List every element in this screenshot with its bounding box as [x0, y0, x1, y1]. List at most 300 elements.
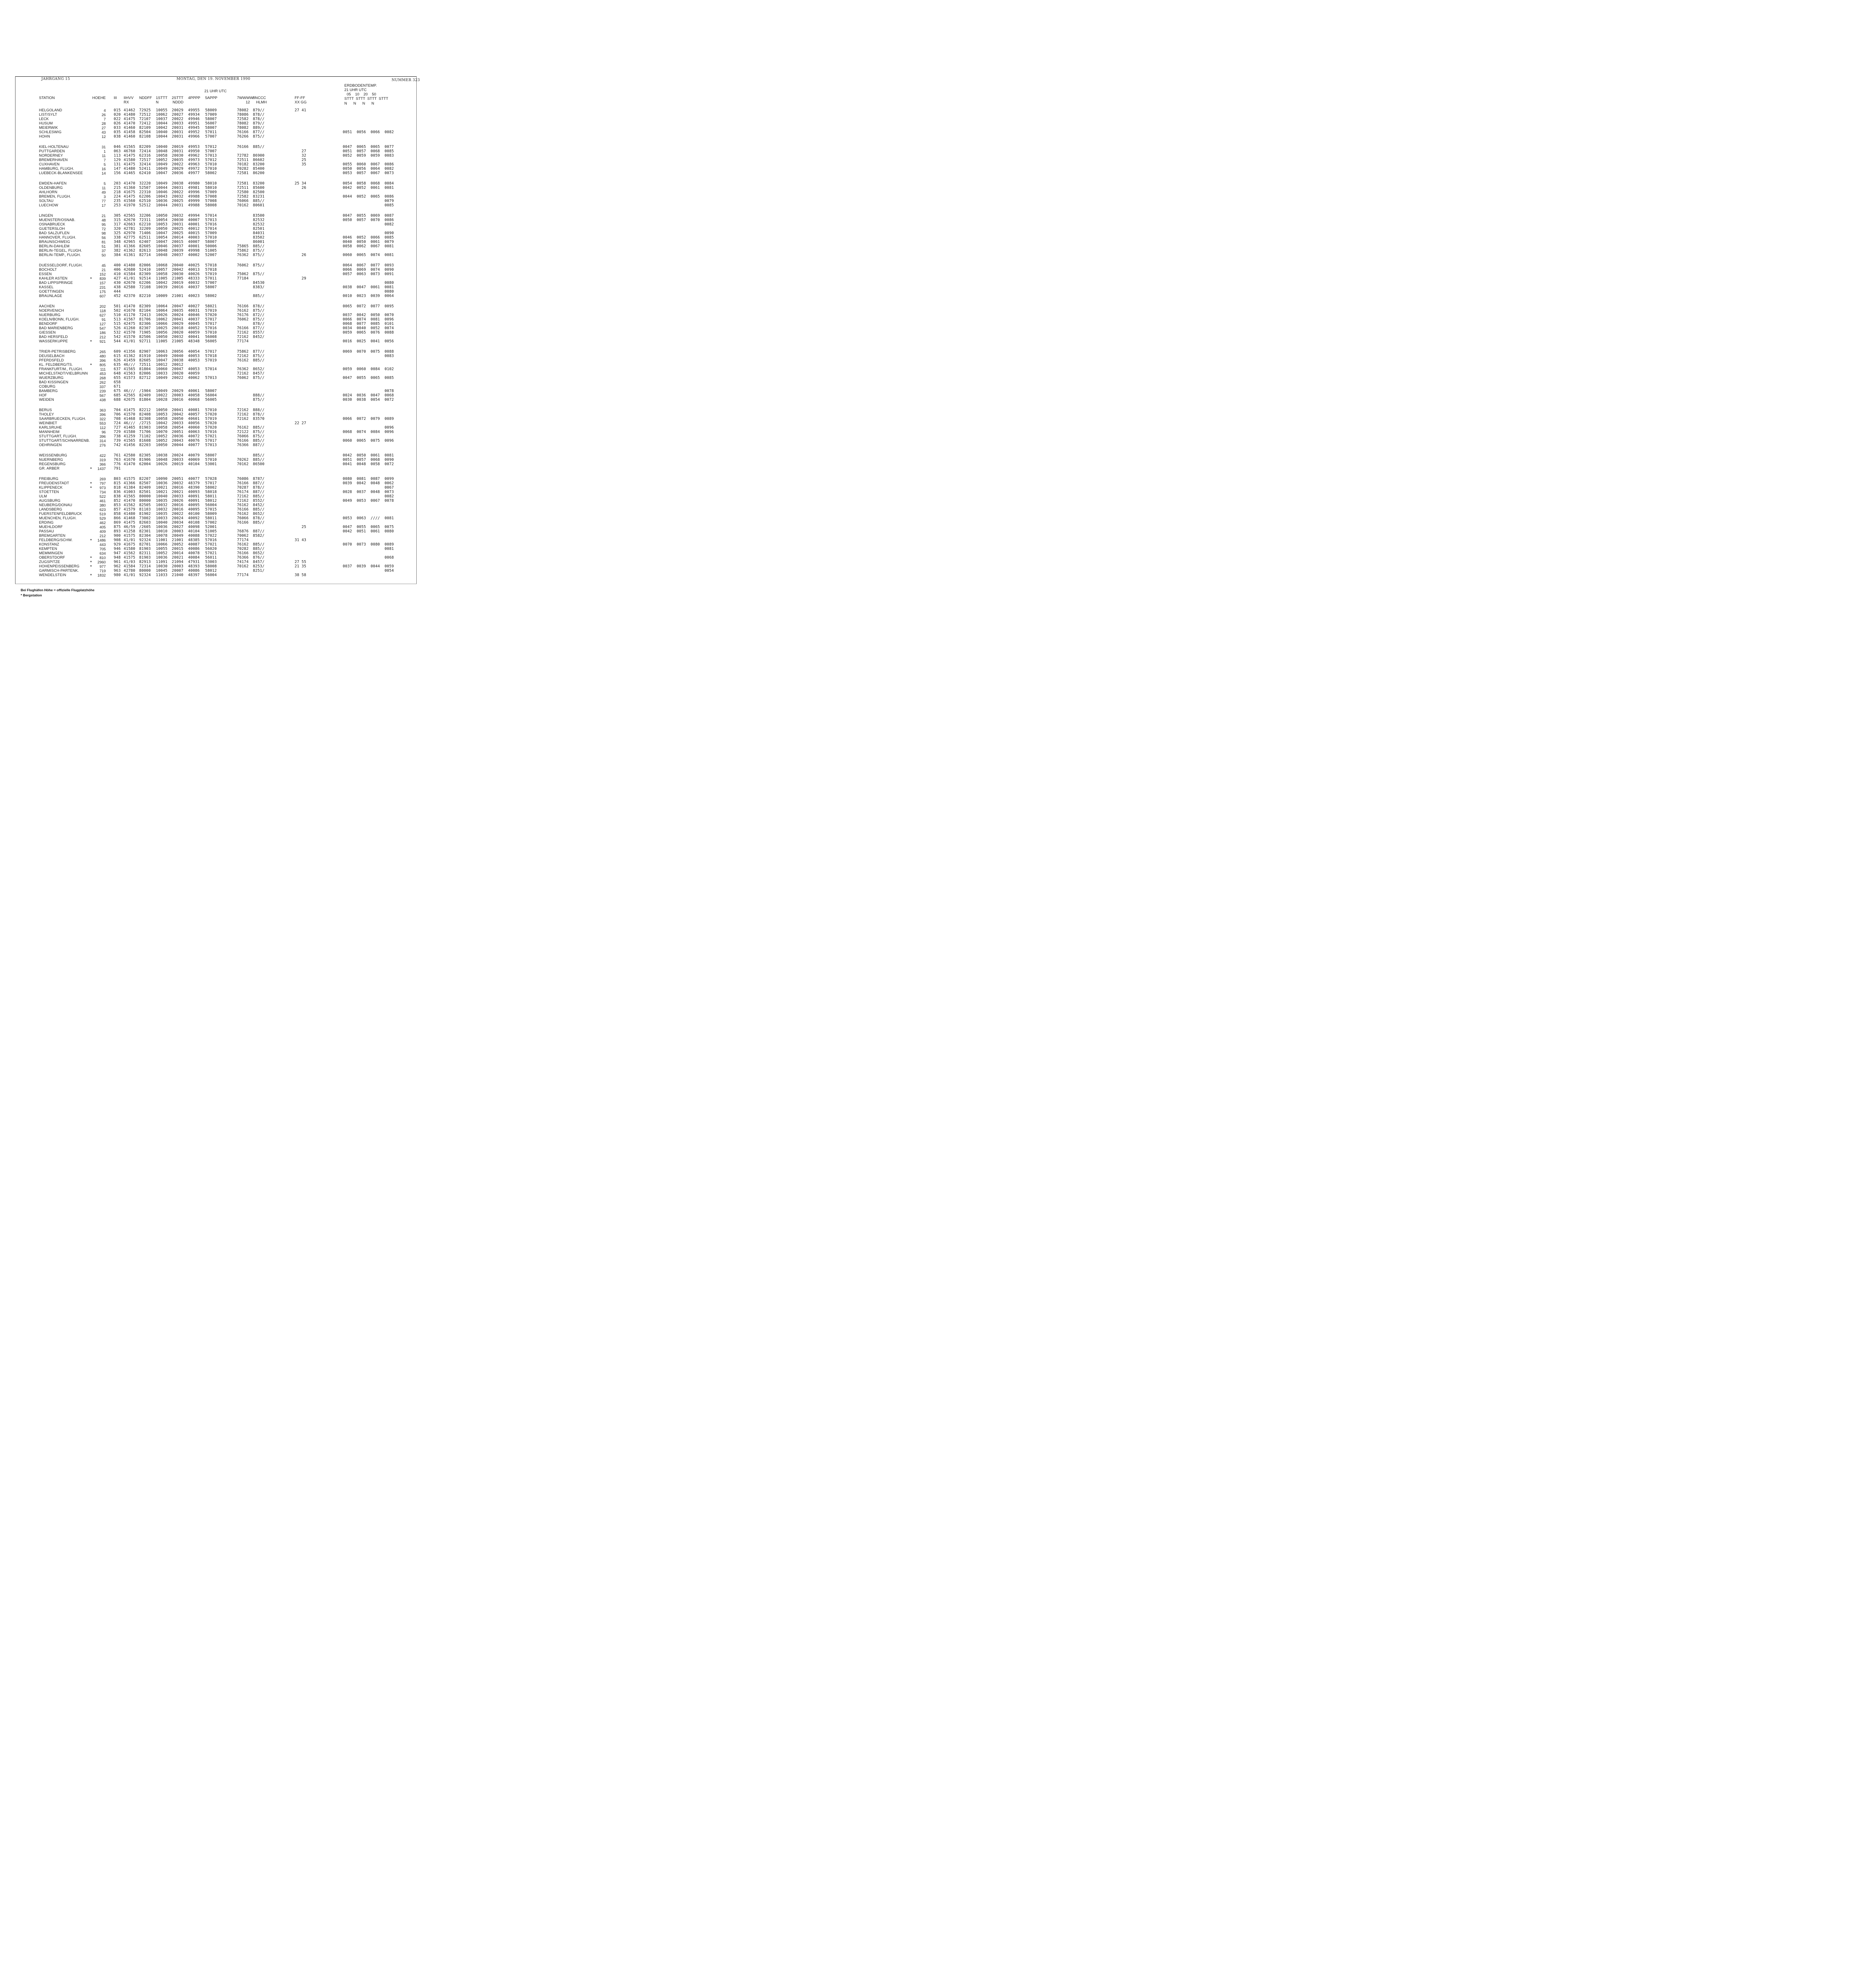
station-name: TRIER-PETRISBERG [39, 349, 76, 353]
station-height: 48 [101, 218, 106, 222]
station-id: 609 [114, 349, 121, 354]
station-name: LUECHOW [39, 203, 58, 207]
synop-group-c1: 42565 [124, 393, 136, 398]
synop-group-c5: 40012 [188, 227, 200, 231]
synop-group-c8: 875// [253, 248, 265, 253]
synop-group-c5: 40108 [188, 520, 200, 525]
synop-group-c6: 57013 [205, 218, 217, 222]
synop-group-c7: 76166 [237, 326, 249, 330]
station-height: 553 [99, 421, 106, 425]
synop-group-c4: 20030 [172, 272, 184, 276]
synop-group-c2: 82108 [139, 134, 151, 139]
station-name: GIESSEN [39, 330, 56, 334]
station-name: OBERSTDORF [39, 555, 65, 559]
synop-group-c5: 40053 [188, 358, 200, 363]
table-row [0, 317, 439, 322]
synop-group-c3: 10033 [156, 516, 168, 520]
synop-group-c2: 72311 [139, 218, 151, 222]
station-id: 648 [114, 371, 121, 376]
synop-group-c8: 878// [253, 304, 265, 309]
synop-group-c4: 20029 [172, 389, 184, 393]
station-id: 542 [114, 335, 121, 339]
synop-group-c4: 20050 [172, 417, 184, 421]
station-id: 203 [114, 181, 121, 186]
station-id: 338 [114, 235, 121, 240]
synop-group-c6: 57011 [205, 130, 217, 134]
soil-temperatures: 0054 [343, 569, 394, 573]
synop-group-c2: 82409 [139, 485, 151, 490]
synop-group-c5: 40057 [188, 412, 200, 417]
synop-group-c4: 20024 [172, 313, 184, 317]
table-row [0, 430, 439, 434]
table-row [0, 560, 439, 564]
synop-group-c6: 57017 [205, 322, 217, 326]
synop-group-c6: 57010 [205, 458, 217, 462]
synop-group-c5: 40027 [188, 304, 200, 309]
synop-group-c3: 10049 [156, 167, 168, 171]
xxgg-header: XX GG [295, 100, 307, 105]
synop-group-c4: 20044 [172, 443, 184, 447]
synop-group-c1: 41565 [124, 494, 136, 499]
synop-group-c5: 40001 [188, 222, 200, 227]
station-height: 11 [102, 186, 106, 190]
station-id: 893 [114, 529, 121, 534]
station-id: 900 [114, 534, 121, 538]
synop-group-c3: 10060 [156, 367, 168, 371]
station-name: BAMBERG [39, 389, 58, 393]
station-height: 4 [103, 108, 106, 113]
synop-group-c2: 82506 [139, 335, 151, 339]
synop-group-c7: 76066 [237, 516, 249, 520]
station-height: 3 [103, 194, 106, 199]
synop-group-c1: 41475 [124, 520, 136, 525]
synop-group-c2: 82507 [139, 481, 151, 485]
station-height: 422 [99, 453, 106, 458]
station-name: HAMBURG, FLUGH. [39, 167, 74, 171]
table-row [0, 573, 439, 577]
synop-group-c4: 20019 [172, 462, 184, 466]
synop-group-c4: 20031 [172, 134, 184, 139]
synop-group-c7: 72581 [237, 171, 249, 175]
synop-group-c6: 56008 [205, 335, 217, 339]
synop-group-c2: 32220 [139, 181, 151, 186]
synop-group-c1: 41475 [124, 194, 136, 199]
station-height: 1437 [97, 466, 106, 471]
synop-group-c3: 10040 [156, 145, 168, 149]
synop-group-c8: 8452/ [253, 503, 265, 507]
station-name: STOETTEN [39, 490, 59, 494]
synop-group-c1: 41570 [124, 330, 136, 335]
synop-group-c7: 76166 [237, 551, 249, 555]
synop-group-c4: 21005 [172, 276, 184, 281]
synop-group-c5: 40068 [188, 398, 200, 402]
synop-group-c4: 20016 [172, 507, 184, 512]
synop-group-c2: 92324 [139, 573, 151, 577]
synop-group-c5: 40015 [188, 231, 200, 235]
synop-group-c8: 888// [253, 408, 265, 412]
synop-group-c1: 41362 [124, 248, 136, 253]
iii-header: III [114, 96, 117, 100]
station-name: MUENSTER/OSNAB. [39, 218, 76, 222]
station-id: 215 [114, 186, 121, 190]
station-id: 513 [114, 317, 121, 322]
synop-group-c2: 72314 [139, 564, 151, 569]
station-id: 637 [114, 367, 121, 371]
station-name: GARMISCH-PARTENK. [39, 569, 79, 573]
synop-group-c5: 40060 [188, 425, 200, 430]
station-id: 738 [114, 434, 121, 439]
synop-group-c2: 22310 [139, 190, 151, 194]
synop-group-c6: 58007 [205, 240, 217, 244]
synop-group-c6: 57018 [205, 263, 217, 268]
station-height: 212 [99, 534, 106, 538]
synop-group-c6: 58008 [205, 564, 217, 569]
station-height: 157 [99, 281, 106, 285]
synop-group-c2: 72412 [139, 121, 151, 126]
synop-group-c1: 41361 [124, 253, 136, 257]
gust-values: 25 [295, 525, 307, 529]
station-name: LUEBECK-BLANKENSEE [39, 171, 83, 175]
synop-group-c1: 41366 [124, 481, 136, 485]
synop-group-c5: 40002 [188, 253, 200, 257]
synop-group-c2: 72108 [139, 285, 151, 289]
synop-group-c2: 81804 [139, 367, 151, 371]
synop-group-c6: 57007 [205, 134, 217, 139]
synop-group-c2: 82603 [139, 520, 151, 525]
rx-header: RX [124, 100, 129, 105]
synop-group-c4: 20022 [172, 376, 184, 380]
synop-group-c5: 40078 [188, 551, 200, 555]
table-row [0, 569, 439, 573]
synop-group-c3: 10036 [156, 481, 168, 485]
synop-group-c5: 40086 [188, 569, 200, 573]
station-id: 929 [114, 542, 121, 547]
synop-group-c4: 20031 [172, 126, 184, 130]
synop-group-c1: 41480 [124, 167, 136, 171]
synop-group-c5: 40007 [188, 218, 200, 222]
synop-group-c6: 53003 [205, 560, 217, 564]
table-row [0, 520, 439, 525]
synop-group-c2: 82207 [139, 477, 151, 481]
synop-group-c1: 42670 [124, 218, 136, 222]
synop-group-c2: 71905 [139, 330, 151, 335]
station-name: KL. FELDBERG/TS. [39, 363, 73, 367]
synop-group-c2: 72512 [139, 113, 151, 117]
synop-group-c8: 8652/ [253, 512, 265, 516]
synop-group-c2: 72107 [139, 117, 151, 121]
synop-group-c7: 70282 [237, 547, 249, 551]
synop-group-c5: 40091 [188, 494, 200, 499]
table-row [0, 194, 439, 199]
synop-group-c3: 10042 [156, 421, 168, 425]
table-row [0, 199, 439, 203]
synop-group-c4: 20033 [172, 494, 184, 499]
synop-group-c4: 20035 [172, 158, 184, 162]
synop-group-c3: 10049 [156, 181, 168, 186]
synop-group-c4: 20033 [172, 421, 184, 425]
synop-group-c4: 20012 [172, 363, 184, 367]
station-name: AUGSBURG [39, 499, 61, 503]
station-name: FRANKFURT/M., FLUGH. [39, 367, 83, 371]
station-id: 305 [114, 214, 121, 218]
synop-group-c1: 41462 [124, 108, 136, 113]
soil-temperatures: 0090 [343, 231, 394, 235]
synop-group-c8: 887// [253, 481, 265, 485]
synop-group-c4: 20031 [172, 203, 184, 208]
station-name: BAD HERSFELD [39, 335, 68, 339]
synop-group-c5: 40059 [188, 371, 200, 376]
synop-group-c3: 10053 [156, 222, 168, 227]
synop-group-c2: 52512 [139, 203, 151, 208]
soil-temp-title: ERDBODENTEMP. [344, 83, 377, 88]
station-id: 815 [114, 481, 121, 485]
synop-group-c2: 81103 [139, 507, 151, 512]
synop-group-c2: 72414 [139, 149, 151, 153]
station-height: 461 [99, 499, 106, 503]
synop-group-c7: 72511 [237, 186, 249, 190]
synop-group-c8: 80601 [253, 203, 265, 208]
station-name: BERLIN-TEGEL, FLUGH. [39, 248, 82, 252]
gust-values: 22 27 [295, 421, 307, 425]
station-name: HANNOVER, FLUGH. [39, 235, 76, 239]
soil-temperatures: 0047 0055 0065 0085 [343, 376, 394, 380]
synop-group-c1: 41170 [124, 313, 136, 317]
synop-group-c5: 40087 [188, 542, 200, 547]
soil-temperatures: 0060 0065 0075 0096 [343, 439, 394, 443]
synop-group-c1: 41356 [124, 349, 136, 354]
synop-group-c1: 41480 [124, 512, 136, 516]
synop-group-c6: 57014 [205, 227, 217, 231]
synop-group-c6: 51005 [205, 529, 217, 534]
synop-group-c8: 83200 [253, 162, 265, 167]
synop-group-c1: 41458 [124, 130, 136, 134]
table-row [0, 564, 439, 569]
station-id: 544 [114, 339, 121, 344]
synop-group-c5: 40104 [188, 462, 200, 466]
synop-group-c5: 40072 [188, 434, 200, 439]
synop-group-c8: 875// [253, 434, 265, 439]
synop-group-c6: 57019 [205, 309, 217, 313]
synop-group-c8: 875// [253, 354, 265, 358]
table-row [0, 117, 439, 121]
station-name: DEUSELBACH [39, 354, 65, 358]
table-row [0, 268, 439, 272]
synop-group-c2: 82504 [139, 130, 151, 134]
synop-group-c3: 10058 [156, 272, 168, 276]
station-id: 708 [114, 417, 121, 421]
soil-temperatures: 0060 0065 0074 0081 [343, 253, 394, 257]
synop-group-c6: 57010 [205, 330, 217, 335]
synop-group-c6: 57007 [205, 281, 217, 285]
synop-group-c3: 10026 [156, 462, 168, 466]
synop-group-c3: 10025 [156, 326, 168, 330]
synop-group-c6: 57019 [205, 358, 217, 363]
station-id: 235 [114, 199, 121, 203]
station-id: 063 [114, 149, 121, 153]
synop-group-c3: 10046 [156, 244, 168, 248]
station-height: 12 [101, 134, 106, 139]
synop-group-c4: 20051 [172, 477, 184, 481]
synop-group-c4: 20042 [172, 412, 184, 417]
station-name: WUERZBURG [39, 376, 64, 380]
synop-group-c4: 20056 [172, 349, 184, 354]
station-id: 724 [114, 421, 121, 425]
synop-group-c2: 62004 [139, 462, 151, 466]
synop-group-c1: 41468 [124, 417, 136, 421]
synop-group-c3: 10047 [156, 240, 168, 244]
station-id: 129 [114, 158, 121, 162]
synop-group-c4: 20016 [172, 285, 184, 289]
7wwww-header: 7WWWW [237, 96, 254, 100]
synop-group-c1: 42780 [124, 569, 136, 573]
station-name: DUESSELDORF, FLUGH. [39, 263, 83, 267]
synop-group-c7: 72162 [237, 354, 249, 358]
synop-group-c3: 10036 [156, 525, 168, 529]
synop-group-c1: 41480 [124, 263, 136, 268]
table-row [0, 358, 439, 363]
w12-header: 12 [246, 100, 250, 105]
soil-temperatures: 0051 0056 0066 0082 [343, 130, 394, 134]
synop-group-c5: 40041 [188, 335, 200, 339]
synop-group-c6: 57021 [205, 434, 217, 439]
station-name: BERUS [39, 408, 52, 412]
synop-group-c2: 82605 [139, 244, 151, 248]
synop-group-c1: 41575 [124, 555, 136, 560]
synop-group-c2: 82104 [139, 309, 151, 313]
synop-group-c7: 72162 [237, 335, 249, 339]
mountain-station-mark: * [90, 538, 92, 542]
synop-group-c2: 82701 [139, 542, 151, 547]
synop-group-c3: 10022 [156, 393, 168, 398]
synop-group-c8: 875// [253, 376, 265, 380]
synop-group-c2: 62410 [139, 171, 151, 175]
synop-group-c2: 73002 [139, 516, 151, 520]
synop-group-c1: 41675 [124, 542, 136, 547]
table-row [0, 108, 439, 113]
synop-group-c6: 58008 [205, 203, 217, 208]
table-row [0, 481, 439, 485]
synop-group-c2: 81902 [139, 512, 151, 516]
synop-group-c6: 57013 [205, 376, 217, 380]
station-height: 380 [99, 503, 106, 507]
synop-group-c1: 41460 [124, 134, 136, 139]
synop-group-c7: 76162 [237, 503, 249, 507]
synop-group-c4: 20033 [172, 458, 184, 462]
station-height: 7 [103, 158, 106, 162]
synop-group-c6: 58007 [205, 126, 217, 130]
soil-temperatures: 0038 0047 0061 0081 [343, 285, 394, 289]
synop-group-c3: 10040 [156, 520, 168, 525]
synop-group-c7: 72580 [237, 190, 249, 194]
synop-group-c5: 40026 [188, 272, 200, 276]
synop-group-c3: 10063 [156, 349, 168, 354]
synop-group-c2: 82209 [139, 145, 151, 149]
synop-group-c2: 82305 [139, 453, 151, 458]
soil-temperatures: 0049 0053 0067 0078 [343, 499, 394, 503]
station-height: 265 [99, 349, 106, 354]
station-id: 962 [114, 564, 121, 569]
mountain-station-mark: * [90, 573, 92, 577]
synop-group-c4: 20019 [172, 145, 184, 149]
station-id: 706 [114, 412, 121, 417]
soil-temperatures: 0051 0057 0068 0090 [343, 458, 394, 462]
synop-group-c6: 58002 [205, 171, 217, 175]
synop-group-c6: 56007 [205, 121, 217, 126]
synop-group-c8: 8787/ [253, 477, 265, 481]
synop-group-c4: 20031 [172, 186, 184, 190]
soil-temperatures: 0037 0042 0050 0070 [343, 313, 394, 317]
station-height: 366 [99, 462, 106, 466]
synop-group-c6: 57017 [205, 481, 217, 485]
synop-group-c3: 10035 [156, 512, 168, 516]
synop-group-c1: 41470 [124, 304, 136, 309]
station-id: 655 [114, 376, 121, 380]
synop-group-c1: 42781 [124, 227, 136, 231]
station-name: HOHN [39, 134, 50, 138]
synop-group-c2: 82301 [139, 529, 151, 534]
station-height: 16 [101, 167, 106, 171]
synop-group-c7: 76162 [237, 309, 249, 313]
station-id: 532 [114, 330, 121, 335]
table-row [0, 555, 439, 560]
synop-group-c4: 20037 [172, 253, 184, 257]
synop-group-c4: 20016 [172, 485, 184, 490]
synop-group-c8: 887// [253, 443, 265, 447]
synop-group-c7: 72162 [237, 408, 249, 412]
station-id: 635 [114, 363, 121, 367]
soil-temperatures: 0041 0048 0058 0072 [343, 462, 394, 466]
synop-group-c5: 40091 [188, 499, 200, 503]
table-row [0, 285, 439, 289]
synop-group-c3: 10090 [156, 477, 168, 481]
mountain-station-mark: * [90, 485, 92, 490]
synop-group-c3: 10028 [156, 398, 168, 402]
synop-group-c1: 46/// [124, 389, 136, 393]
synop-group-c8: 889// [253, 126, 265, 130]
synop-group-c7: 70262 [237, 458, 249, 462]
station-id: 501 [114, 304, 121, 309]
station-id: 857 [114, 507, 121, 512]
synop-group-c7: 70162 [237, 564, 249, 569]
synop-group-c3: 10043 [156, 194, 168, 199]
synop-group-c7: 70162 [237, 203, 249, 208]
synop-group-c3: 10012 [156, 363, 168, 367]
table-row [0, 276, 439, 281]
synop-group-c8: 8383/ [253, 285, 265, 289]
synop-group-c6: 53001 [205, 462, 217, 466]
synop-group-c1: 41459 [124, 358, 136, 363]
synop-group-c2: 52410 [139, 268, 151, 272]
synop-group-c4: 20025 [172, 199, 184, 203]
station-id: 406 [114, 268, 121, 272]
synop-group-c7: 72581 [237, 181, 249, 186]
soil-temperatures: 0052 0059 0059 0083 [343, 153, 394, 158]
synop-group-c8: 885// [253, 542, 265, 547]
station-height: 627 [99, 313, 106, 317]
synop-group-c5: 40062 [188, 376, 200, 380]
synop-group-c3: 10070 [156, 430, 168, 434]
synop-group-c4: 20021 [172, 555, 184, 560]
synop-group-c8: 8452/ [253, 335, 265, 339]
synop-group-c4: 20022 [172, 190, 184, 194]
synop-group-c3: 10032 [156, 507, 168, 512]
synop-group-c1: 42475 [124, 322, 136, 326]
soil-temperatures: 0047 0065 0065 0077 [343, 145, 394, 149]
gust-values: 35 [295, 162, 307, 167]
soil-temperatures: 0016 0025 0041 0056 [343, 339, 394, 344]
synop-group-c8: 875// [253, 398, 265, 402]
synop-group-c8: 84530 [253, 281, 265, 285]
